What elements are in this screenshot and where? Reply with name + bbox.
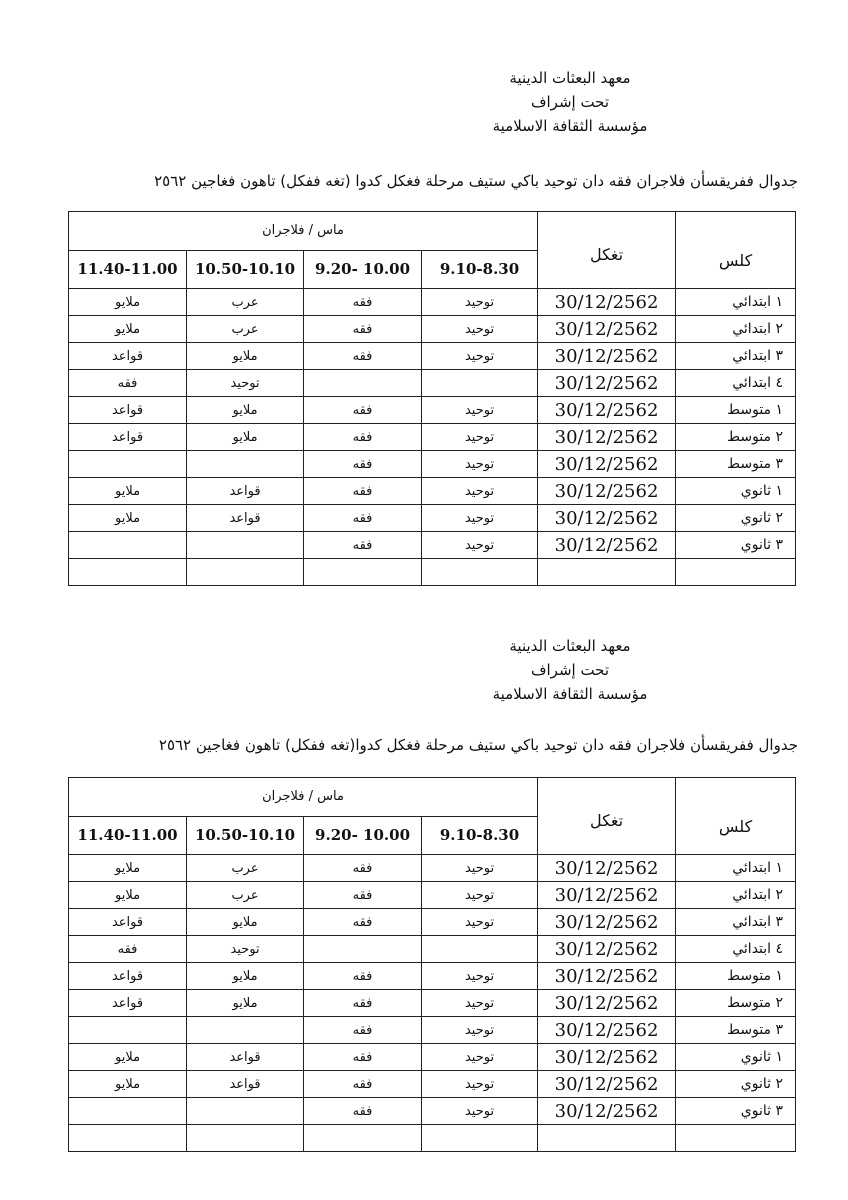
date-cell: 30/12/2562 [538,505,676,532]
header-time-2: 10.00 -9.20 [304,250,422,289]
table-row [69,343,796,370]
table-row [69,990,796,1017]
date-cell: 30/12/2562 [538,451,676,478]
class-cell: ٢ متوسط [676,990,796,1017]
period-3-cell: قواعد [187,1071,304,1098]
date-cell: 30/12/2562 [538,909,676,936]
period-2-cell: فقه [304,289,422,316]
period-1-cell [422,936,538,963]
table-row [69,963,796,990]
period-1-cell: توحيد [422,289,538,316]
period-2-cell: فقه [304,478,422,505]
period-2-cell: فقه [304,532,422,559]
class-cell: ٣ متوسط [676,1017,796,1044]
period-1-cell: توحيد [422,478,538,505]
class-cell: ٢ ابتدائي [676,316,796,343]
class-cell [676,559,796,586]
table-row [69,289,796,316]
period-4-cell: ملايو [69,855,187,882]
class-cell: ١ ابتدائي [676,855,796,882]
period-4-cell [69,1017,187,1044]
table-body-b [69,855,796,1152]
period-1-cell: توحيد [422,1044,538,1071]
class-cell: ١ ابتدائي [676,289,796,316]
period-3-cell: ملايو [187,343,304,370]
class-cell [676,1125,796,1152]
period-1-cell: توحيد [422,882,538,909]
period-2-cell: فقه [304,909,422,936]
date-cell: 30/12/2562 [538,882,676,909]
table-row [69,1071,796,1098]
date-cell: 30/12/2562 [538,1044,676,1071]
date-cell: 30/12/2562 [538,990,676,1017]
class-cell: ٢ ثانوي [676,505,796,532]
header-time-group: ماس / فلاجران [69,212,538,251]
class-cell: ١ ثانوي [676,478,796,505]
date-cell: 30/12/2562 [538,963,676,990]
header-time-4: 11.40-11.00 [69,816,187,855]
table-row [69,1098,796,1125]
table-row [69,936,796,963]
period-2-cell: فقه [304,855,422,882]
header-class: كلس [676,778,796,855]
header-time-4: 11.40-11.00 [69,250,187,289]
period-1-cell: توحيد [422,990,538,1017]
period-2-cell [304,1125,422,1152]
foundation-name: مؤسسة الثقافة الاسلامية [492,685,648,703]
period-2-cell: فقه [304,424,422,451]
period-1-cell: توحيد [422,343,538,370]
class-cell: ٣ متوسط [676,451,796,478]
period-3-cell: ملايو [187,397,304,424]
period-1-cell [422,370,538,397]
class-cell: ٣ ثانوي [676,1098,796,1125]
period-1-cell: توحيد [422,316,538,343]
period-4-cell: ملايو [69,316,187,343]
date-cell: 30/12/2562 [538,532,676,559]
period-1-cell: توحيد [422,397,538,424]
date-cell: 30/12/2562 [538,289,676,316]
period-2-cell: فقه [304,343,422,370]
header-date: تغكل [538,212,676,289]
period-4-cell: ملايو [69,1071,187,1098]
period-3-cell: ملايو [187,990,304,1017]
date-cell: 30/12/2562 [538,424,676,451]
period-4-cell: ملايو [69,505,187,532]
schedule-table-b [68,777,796,1152]
date-cell [538,559,676,586]
period-4-cell: ملايو [69,1044,187,1071]
period-2-cell: فقه [304,882,422,909]
table-row [69,855,796,882]
class-cell: ٢ ثانوي [676,1071,796,1098]
period-4-cell: فقه [69,936,187,963]
period-3-cell: قواعد [187,1044,304,1071]
period-1-cell: توحيد [422,1071,538,1098]
period-2-cell: فقه [304,505,422,532]
foundation-name: مؤسسة الثقافة الاسلامية [492,117,648,135]
period-3-cell [187,532,304,559]
period-1-cell: توحيد [422,532,538,559]
schedule-table-a [68,211,796,586]
period-2-cell [304,559,422,586]
table-row [69,370,796,397]
class-cell: ٢ متوسط [676,424,796,451]
class-cell: ٢ ابتدائي [676,882,796,909]
period-2-cell: فقه [304,1017,422,1044]
date-cell: 30/12/2562 [538,1071,676,1098]
period-3-cell [187,1098,304,1125]
period-3-cell [187,1125,304,1152]
period-2-cell: فقه [304,451,422,478]
period-4-cell: ملايو [69,289,187,316]
period-4-cell: قواعد [69,963,187,990]
header-time-1: 9.10-8.30 [422,250,538,289]
table-row [69,478,796,505]
date-cell [538,1125,676,1152]
table-row [69,397,796,424]
period-1-cell [422,559,538,586]
table-row [69,1044,796,1071]
period-2-cell: فقه [304,316,422,343]
period-3-cell: ملايو [187,424,304,451]
class-cell: ٤ ابتدائي [676,370,796,397]
period-2-cell: فقه [304,1044,422,1071]
period-3-cell: عرب [187,855,304,882]
period-2-cell: فقه [304,1071,422,1098]
period-2-cell [304,370,422,397]
period-4-cell: قواعد [69,343,187,370]
period-1-cell: توحيد [422,451,538,478]
period-3-cell: ملايو [187,909,304,936]
header-class: كلس [676,212,796,289]
period-4-cell: قواعد [69,424,187,451]
date-cell: 30/12/2562 [538,397,676,424]
class-cell: ٤ ابتدائي [676,936,796,963]
table-row [69,316,796,343]
period-3-cell: عرب [187,289,304,316]
period-3-cell: توحيد [187,936,304,963]
class-cell: ٣ ابتدائي [676,343,796,370]
table-row [69,505,796,532]
header-time-group: ماس / فلاجران [69,778,538,817]
header-time-1: 9.10-8.30 [422,816,538,855]
class-cell: ١ متوسط [676,963,796,990]
date-cell: 30/12/2562 [538,370,676,397]
period-4-cell [69,532,187,559]
period-4-cell: ملايو [69,478,187,505]
period-3-cell [187,1017,304,1044]
period-3-cell: توحيد [187,370,304,397]
date-cell: 30/12/2562 [538,1017,676,1044]
table-row [69,424,796,451]
period-3-cell: ملايو [187,963,304,990]
header-time-2: 10.00 -9.20 [304,816,422,855]
period-4-cell: فقه [69,370,187,397]
period-4-cell: ملايو [69,882,187,909]
period-2-cell: فقه [304,990,422,1017]
supervision-line: تحت إشراف [530,661,610,679]
period-1-cell [422,1125,538,1152]
period-3-cell: عرب [187,316,304,343]
table-row [69,882,796,909]
supervision-line: تحت إشراف [530,93,610,111]
class-cell: ٣ ابتدائي [676,909,796,936]
header-time-3: 10.50-10.10 [187,250,304,289]
schedule-title-a: جدوال ففريقسأن فلاجران فقه دان توحيد باكي ستيف مرحلة فغكل كدوا (تغه ففكل) تاهون فغاجين ٢٥٦٢ [154,172,798,190]
period-1-cell: توحيد [422,855,538,882]
period-2-cell: فقه [304,397,422,424]
class-cell: ٣ ثانوي [676,532,796,559]
period-1-cell: توحيد [422,1098,538,1125]
period-4-cell [69,451,187,478]
period-1-cell: توحيد [422,424,538,451]
table-row [69,1017,796,1044]
class-cell: ١ متوسط [676,397,796,424]
institute-name: معهد البعثات الدينية [509,637,631,655]
institute-header-a [430,66,710,138]
period-1-cell: توحيد [422,909,538,936]
period-1-cell: توحيد [422,963,538,990]
period-3-cell: قواعد [187,505,304,532]
period-4-cell: قواعد [69,909,187,936]
period-4-cell: قواعد [69,990,187,1017]
schedule-title-b: جدوال ففريقسأن فلاجران فقه دان توحيد باكي ستيف مرحلة فغكل كدوا(تغه ففكل) تاهون فغاجين ٢٥٦٢ [158,736,798,754]
institute-name: معهد البعثات الدينية [509,69,631,87]
period-3-cell [187,451,304,478]
table-body-a [69,289,796,586]
header-time-3: 10.50-10.10 [187,816,304,855]
period-1-cell: توحيد [422,1017,538,1044]
period-1-cell: توحيد [422,505,538,532]
date-cell: 30/12/2562 [538,1098,676,1125]
period-3-cell: عرب [187,882,304,909]
table-row [69,559,796,586]
period-4-cell [69,1125,187,1152]
date-cell: 30/12/2562 [538,343,676,370]
date-cell: 30/12/2562 [538,855,676,882]
institute-header-b [430,634,710,706]
period-4-cell [69,559,187,586]
table-row [69,532,796,559]
header-date: تغكل [538,778,676,855]
date-cell: 30/12/2562 [538,478,676,505]
class-cell: ١ ثانوي [676,1044,796,1071]
period-2-cell: فقه [304,1098,422,1125]
table-row [69,909,796,936]
date-cell: 30/12/2562 [538,316,676,343]
period-3-cell [187,559,304,586]
period-4-cell [69,1098,187,1125]
period-2-cell: فقه [304,963,422,990]
table-row [69,1125,796,1152]
period-3-cell: قواعد [187,478,304,505]
period-4-cell: قواعد [69,397,187,424]
period-2-cell [304,936,422,963]
date-cell: 30/12/2562 [538,936,676,963]
table-row [69,451,796,478]
